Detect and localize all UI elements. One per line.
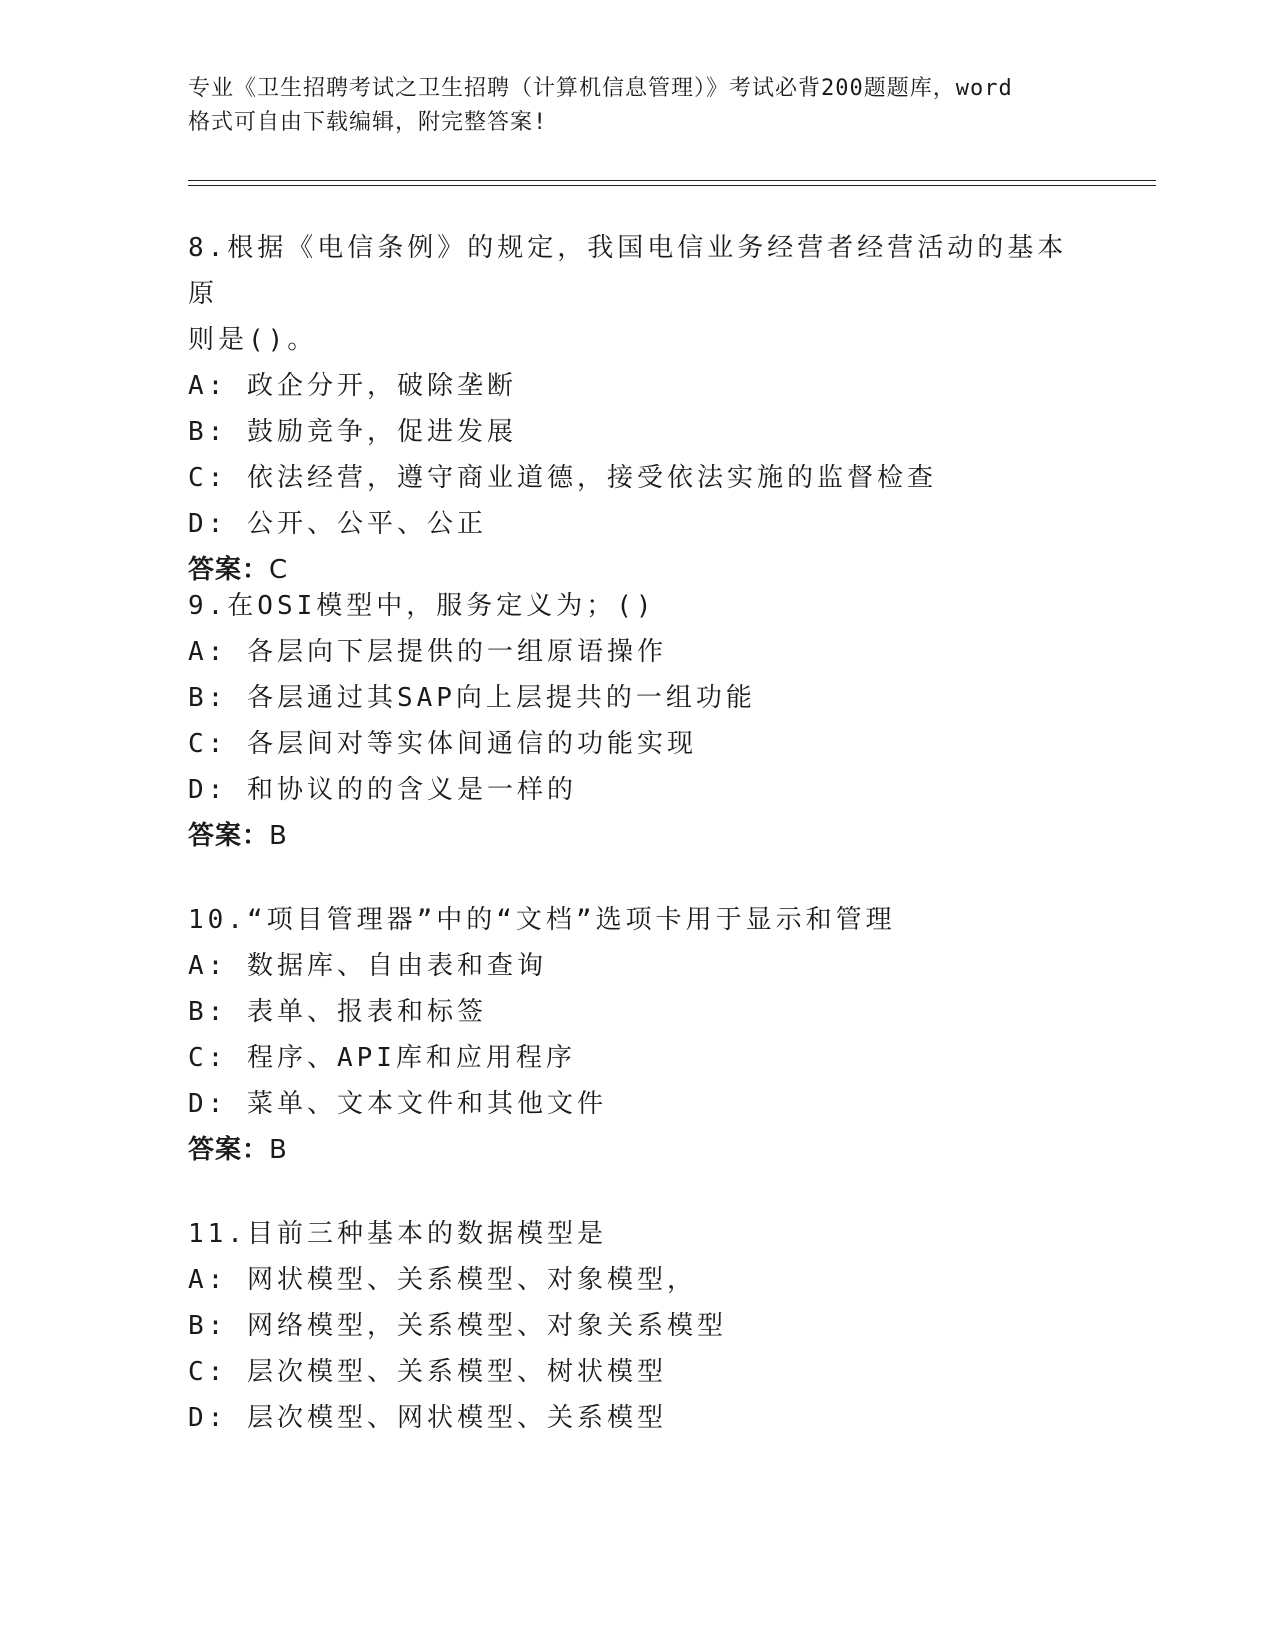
question-11 (188, 1211, 1088, 1441)
answer-label: 答案： (188, 555, 270, 585)
question-stem-continued: 则是()。 (188, 325, 318, 355)
question-8 (188, 225, 1088, 593)
answer-line (188, 1127, 1088, 1173)
question-9 (188, 583, 1088, 859)
answer-line (188, 813, 1088, 859)
question-stem: 10.“项目管理器”中的“文档”选项卡用于显示和管理 (188, 905, 896, 935)
question-stem: 9.在OSI模型中，服务定义为；() (188, 591, 656, 621)
option-b: B: 各层通过其SAP向上层提共的一组功能 (188, 683, 756, 713)
option-b: B: 网络模型，关系模型、对象关系模型 (188, 1311, 727, 1341)
option-d: D: 和协议的的含义是一样的 (188, 775, 577, 805)
question-stem: 11.目前三种基本的数据模型是 (188, 1219, 607, 1249)
answer-label: 答案： (188, 821, 270, 851)
answer-value: B (269, 821, 288, 851)
answer-value: B (269, 1135, 288, 1165)
option-b: B: 表单、报表和标签 (188, 997, 487, 1027)
option-a: A: 网状模型、关系模型、对象模型， (188, 1265, 697, 1295)
question-10 (188, 897, 1088, 1173)
option-a: A: 政企分开，破除垄断 (188, 371, 517, 401)
question-stem: 8.根据《电信条例》的规定，我国电信业务经营者经营活动的基本原 (188, 233, 1068, 309)
option-b: B: 鼓励竞争，促进发展 (188, 417, 517, 447)
header-divider-bottom (188, 185, 1156, 186)
header-title-line-2: 格式可自由下载编辑，附完整答案! (188, 110, 548, 135)
option-d: D: 公开、公平、公正 (188, 509, 487, 539)
option-c: C: 程序、API库和应用程序 (188, 1043, 576, 1073)
answer-value: C (269, 555, 289, 585)
option-a: A: 数据库、自由表和查询 (188, 951, 547, 981)
option-c: C: 层次模型、关系模型、树状模型 (188, 1357, 667, 1387)
option-c: C: 依法经营，遵守商业道德，接受依法实施的监督检查 (188, 463, 937, 493)
document-header (188, 72, 1088, 140)
header-divider-top (188, 180, 1156, 181)
option-d: D: 菜单、文本文件和其他文件 (188, 1089, 607, 1119)
answer-label: 答案： (188, 1135, 270, 1165)
option-a: A: 各层向下层提供的一组原语操作 (188, 637, 667, 667)
option-d: D: 层次模型、网状模型、关系模型 (188, 1403, 667, 1433)
option-c: C: 各层间对等实体间通信的功能实现 (188, 729, 697, 759)
header-title-line-1: 专业《卫生招聘考试之卫生招聘（计算机信息管理）》考试必背200题题库，word (188, 76, 1013, 101)
